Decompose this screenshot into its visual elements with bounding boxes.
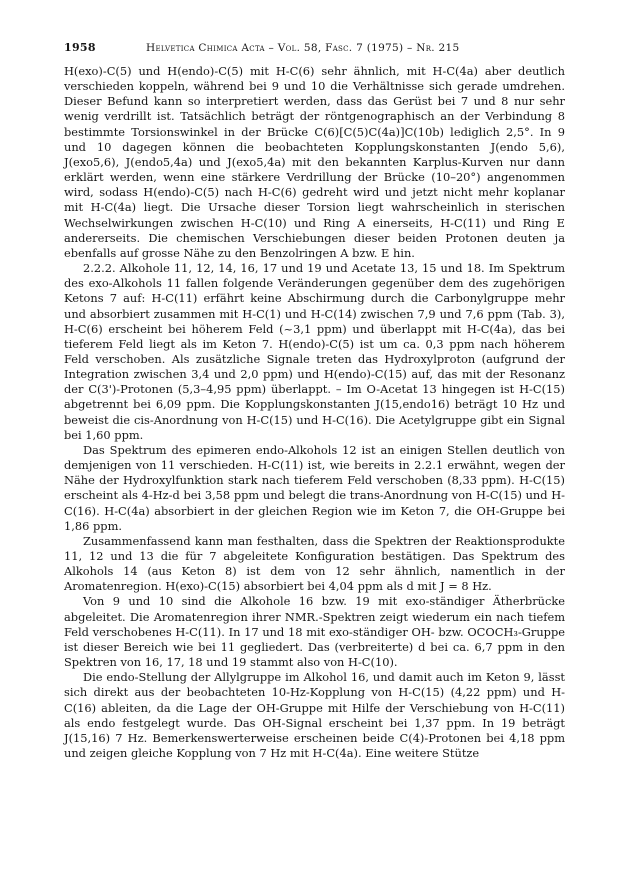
paragraph-5: Von 9 und 10 sind die Alkohole 16 bzw. 19 mit exo-ständiger Ätherbrücke abgeleitet. Die Aromatenregion ihrer NMR.-Spektren zeigt wiederum ein nach tiefem Feld verschobenes H-C(11). In 17 und 18 mit exo-ständiger OH- bzw. OCOCH₃-Gruppe ist dieser Bereich wie bei 11 gegliedert. Das (verbreiterte) d bei ca. 6,7 ppm in den Spektren von 16, 17, 18 und 19 stammt also von H-C(10).	[64, 594, 565, 670]
paragraph-6: Die endo-Stellung der Allylgruppe im Alkohol 16, und damit auch im Keton 9, lässt sich direkt aus der beobachteten 10-Hz-Kopplung von H-C(15) (4,22 ppm) und H-C(16) ableiten, da die Lage der OH-Gruppe mit Hilfe der Verschiebung von H-C(11) als endo festgelegt wurde. Das OH-Signal erscheint bei 1,37 ppm. In 19 beträgt J(15,16) 7 Hz. Bemerkenswerterweise erscheinen beide C(4)-Protonen bei 4,18 ppm und zeigen gleiche Kopplung von 7 Hz mit H-C(4a). Eine weitere Stütze	[64, 670, 565, 761]
page-number: 1958	[64, 41, 96, 54]
paragraph-1: H(exo)-C(5) und H(endo)-C(5) mit H-C(6) sehr ähnlich, mit H-C(4a) aber deutlich verschieden koppeln, während bei 9 und 10 die Verhältnisse sich gerade umdrehen. Dieser Befund kann so interpretiert werden, dass das Gerüst bei 7 und 8 nur sehr wenig verdrillt ist. Tatsächlich beträgt der röntgenographisch an der Verbindung 8 bestimmte Torsionswinkel in der Brücke C(6)[C(5)C(4a)]C(10b) lediglich 2,5°. In 9 und 10 dagegen können die beobachteten Kopplungskonstanten J(endo 5,6), J(exo5,6), J(endo5,4a) und J(exo5,4a) mit den bekannten Karplus-Kurven nur dann erklärt werden, wenn eine stärkere Verdrillung der Brücke (10–20°) angenommen wird, sodass H(endo)-C(5) nach H-C(6) gedreht wird und jetzt nicht mehr koplanar mit H-C(4a) liegt. Die Ursache dieser Torsion liegt wahrscheinlich in sterischen Wechselwirkungen zwischen H-C(10) und Ring A einerseits, H-C(11) und Ring E andererseits. Die chemischen Verschiebungen dieser beiden Protonen deuten ja ebenfalls auf grosse Nähe zu den Benzolringen A bzw. E hin.	[64, 64, 565, 260]
article-body	[64, 64, 565, 761]
paragraph-3: Das Spektrum des epimeren endo-Alkohols 12 ist an einigen Stellen deutlich von demjenigen von 11 verschieden. H-C(11) ist, wie bereits in 2.2.1 erwähnt, wegen der Nähe der Hydroxylfunktion stark nach tieferem Feld verschoben (8,33 ppm). H-C(15) erscheint als 4-Hz-d bei 3,58 ppm und belegt die trans-Anordnung von H-C(15) und H-C(16). H-C(4a) absorbiert in der gleichen Region wie im Keton 7, die OH-Gruppe bei 1,86 ppm.	[64, 442, 565, 533]
paragraph-4: Zusammenfassend kann man festhalten, dass die Spektren der Reaktionsprodukte 11, 12 und 13 die für 7 abgeleitete Konfiguration bestätigen. Das Spektrum des Alkohols 14 (aus Keton 8) ist dem von 12 sehr ähnlich, namentlich in der Aromatenregion. H(exo)-C(15) absorbiert bei 4,04 ppm als d mit J = 8 Hz.	[64, 533, 565, 594]
running-head: Helvetica Chimica Acta – Vol. 58, Fasc. 7 (1975) – Nr. 215	[146, 42, 460, 54]
section-2-2-2-paragraph: 2.2.2. Alkohole 11, 12, 14, 16, 17 und 19 und Acetate 13, 15 und 18. Im Spektrum des exo-Alkohols 11 fallen folgende Veränderungen gegenüber dem des zugehörigen Ketons 7 auf: H-C(11) erfährt keine Abschirmung durch die Carbonylgruppe mehr und absorbiert zusammen mit H-C(1) und H-C(14) zwischen 7,9 und 7,6 ppm (Tab. 3), H-C(6) erscheint bei höherem Feld (~3,1 ppm) und überlappt mit H-C(4a), das bei tieferem Feld liegt als im Keton 7. H(endo)-C(5) ist um ca. 0,3 ppm nach höherem Feld verschoben. Als zusätzliche Signale treten das Hydroxylproton (aufgrund der Integration zwischen 3,4 und 2,0 ppm) und H(endo)-C(15) auf, das mit der Resonanz der C(3')-Protonen (5,3–4,95 ppm) überlappt. – Im O-Acetat 13 hingegen ist H-C(15) abgetrennt bei 6,09 ppm. Die Kopplungskonstanten J(15,endo16) beträgt 10 Hz und beweist die cis-Anordnung von H-C(15) und H-C(16). Die Acetylgruppe gibt ein Signal bei 1,60 ppm.	[64, 261, 565, 442]
page-header	[64, 40, 564, 56]
